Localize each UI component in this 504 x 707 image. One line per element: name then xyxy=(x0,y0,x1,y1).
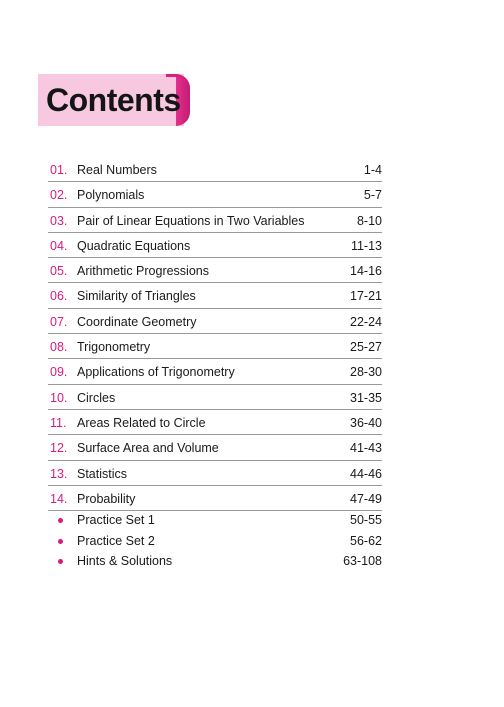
page-range: 1-4 xyxy=(363,163,382,177)
page-title: Contents xyxy=(46,82,181,118)
page-range: 17-21 xyxy=(350,289,382,304)
chapter-title: Probability xyxy=(77,491,136,506)
chapter-title: Surface Area and Volume xyxy=(77,441,219,456)
page-range: 36-40 xyxy=(350,415,382,430)
appendix-row[interactable] xyxy=(48,509,382,530)
appendix-title: Hints & Solutions xyxy=(77,554,173,568)
chapter-number: 07. xyxy=(50,314,68,329)
chapter-number: 10. xyxy=(50,390,68,405)
chapter-title: Areas Related to Circle xyxy=(77,415,206,430)
chapter-row[interactable] xyxy=(48,435,382,460)
chapter-row[interactable] xyxy=(48,309,382,334)
chapter-number: 03. xyxy=(50,213,68,228)
bullet-icon xyxy=(58,518,63,523)
chapter-row[interactable] xyxy=(48,359,382,384)
page-range: 31-35 xyxy=(350,390,382,405)
chapter-number: 02. xyxy=(50,188,68,203)
chapter-row[interactable] xyxy=(48,157,382,182)
chapter-title: Statistics xyxy=(77,466,128,481)
chapter-row[interactable] xyxy=(48,486,382,511)
chapter-number: 11. xyxy=(50,415,67,430)
chapter-title: Trigonometry xyxy=(77,340,151,355)
chapter-number: 05. xyxy=(50,264,68,279)
page-range: 5-7 xyxy=(363,188,382,203)
appendix-title: Practice Set 1 xyxy=(77,513,155,527)
chapter-row[interactable] xyxy=(48,208,382,233)
bullet-icon xyxy=(58,539,63,544)
chapter-number: 06. xyxy=(50,289,68,304)
chapter-row[interactable] xyxy=(48,385,382,410)
page-range: 22-24 xyxy=(350,314,382,329)
chapter-row[interactable] xyxy=(48,258,382,283)
appendix-row[interactable] xyxy=(48,530,382,551)
appendix-title: Practice Set 2 xyxy=(77,533,155,548)
chapter-number: 04. xyxy=(50,238,68,253)
chapter-title: Arithmetic Progressions xyxy=(77,264,209,279)
page-range: 63-108 xyxy=(343,554,382,568)
page-range: 50-55 xyxy=(350,513,382,527)
page-range: 44-46 xyxy=(350,466,382,481)
appendix-list xyxy=(48,509,382,571)
chapter-number: 12. xyxy=(50,441,68,456)
chapter-title: Circles xyxy=(77,390,116,405)
chapter-title: Coordinate Geometry xyxy=(77,314,197,329)
page-range: 11-13 xyxy=(350,238,382,253)
chapter-number: 09. xyxy=(50,365,68,380)
page-range: 56-62 xyxy=(350,533,382,548)
contents-heading xyxy=(38,74,190,126)
chapter-title: Similarity of Triangles xyxy=(77,289,196,304)
chapter-title: Real Numbers xyxy=(77,163,157,177)
chapter-number: 14. xyxy=(50,491,68,506)
page-range: 47-49 xyxy=(350,491,382,506)
bullet-icon xyxy=(58,559,63,564)
page-range: 25-27 xyxy=(350,340,382,355)
chapter-title: Polynomials xyxy=(77,188,145,203)
chapter-number: 01. xyxy=(50,163,68,177)
chapter-number: 08. xyxy=(50,340,68,355)
chapter-row[interactable] xyxy=(48,410,382,435)
chapter-row[interactable] xyxy=(48,182,382,207)
page-range: 8-10 xyxy=(356,213,382,228)
chapter-list xyxy=(48,157,382,511)
chapter-row[interactable] xyxy=(48,283,382,308)
chapter-title: Quadratic Equations xyxy=(77,238,191,253)
page-range: 41-43 xyxy=(350,441,382,456)
chapter-row[interactable] xyxy=(48,461,382,486)
chapter-row[interactable] xyxy=(48,233,382,258)
chapter-row[interactable] xyxy=(48,334,382,359)
page-range: 14-16 xyxy=(350,264,382,279)
chapter-number: 13. xyxy=(50,466,68,481)
appendix-row[interactable] xyxy=(48,550,382,571)
chapter-title: Applications of Trigonometry xyxy=(77,365,235,380)
page-range: 28-30 xyxy=(350,365,382,380)
chapter-title: Pair of Linear Equations in Two Variables xyxy=(77,213,305,228)
